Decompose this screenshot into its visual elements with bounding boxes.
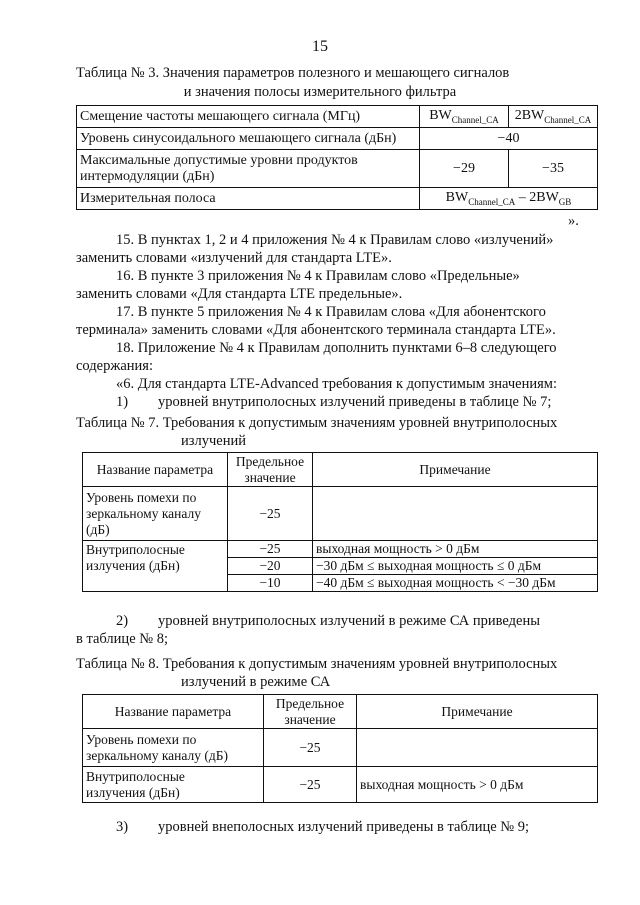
para-17-line1: 17. В пункте 5 приложения № 4 к Правилам слова «Для абонентского bbox=[116, 304, 546, 320]
item-1-number: 1) bbox=[116, 394, 129, 410]
closing-quote: ». bbox=[568, 213, 579, 229]
table-7 bbox=[82, 452, 598, 592]
table-cell: Внутриполосные излучения (дБн) bbox=[83, 767, 264, 803]
table-cell: $2BW_{Channel\_CA}$ bbox=[509, 106, 598, 128]
para-16-line1: 16. В пункте 3 приложения № 4 к Правилам слово «Предельные» bbox=[116, 268, 520, 284]
para-15-line1: 15. В пунктах 1, 2 и 4 приложения № 4 к Правилам слово «излучений» bbox=[116, 232, 554, 248]
table-cell: −35 bbox=[509, 150, 598, 188]
table-row bbox=[77, 188, 598, 210]
table-cell: Уровень синусоидального мешающего сигнала (дБн) bbox=[77, 128, 420, 150]
table-cell bbox=[313, 487, 598, 541]
para-18-line2: содержания: bbox=[76, 358, 154, 374]
table3-caption-line2: и значения полосы измерительного фильтра bbox=[183, 84, 457, 100]
table-header: Предельное значение bbox=[228, 453, 313, 487]
table-cell: Измерительная полоса bbox=[77, 188, 420, 210]
table-row bbox=[77, 128, 598, 150]
para-15-line2: заменить словами «излучений для стандарта LTE». bbox=[76, 250, 392, 266]
table-row bbox=[83, 767, 598, 803]
table-row bbox=[83, 729, 598, 767]
table7-caption-line1: Таблица № 7. Требования к допустимым значениям уровней внутриполосных bbox=[76, 415, 558, 431]
table-cell: −20 bbox=[228, 558, 313, 575]
table-header: Примечание bbox=[357, 695, 598, 729]
table-cell: $BW_{Channel\_CA} - 2BW_{GB}$ bbox=[420, 188, 598, 210]
table7-caption-line2: излучений bbox=[181, 433, 246, 449]
para-18-line1: 18. Приложение № 4 к Правилам дополнить пунктами 6–8 следующего bbox=[116, 340, 557, 356]
table-cell bbox=[357, 729, 598, 767]
item-2-number: 2) bbox=[116, 613, 129, 629]
table-cell: −10 bbox=[228, 575, 313, 592]
table-row bbox=[83, 695, 598, 729]
table-row bbox=[77, 106, 598, 128]
table-8 bbox=[82, 694, 598, 803]
table3-caption-line1: Таблица № 3. Значения параметров полезного и мешающего сигналов bbox=[76, 65, 510, 81]
table-cell: −30 дБм ≤ выходная мощность ≤ 0 дБм bbox=[313, 558, 598, 575]
table-cell: −25 bbox=[228, 487, 313, 541]
table-row bbox=[83, 487, 598, 541]
table-cell: −25 bbox=[264, 729, 357, 767]
table-cell: $BW_{Channel\_CA}$ bbox=[420, 106, 509, 128]
item-2-line2: в таблице № 8; bbox=[76, 631, 168, 647]
table-header: Название параметра bbox=[83, 453, 228, 487]
table8-caption-line1: Таблица № 8. Требования к допустимым значениям уровней внутриполосных bbox=[76, 656, 558, 672]
para-17-line2: терминала» заменить словами «Для абонентского терминала стандарта LTE». bbox=[76, 322, 556, 338]
item-3-text: уровней внеполосных излучений приведены в таблице № 9; bbox=[158, 819, 530, 835]
table8-caption-line2: излучений в режиме СА bbox=[181, 674, 331, 690]
table-cell: −40 дБм ≤ выходная мощность < −30 дБм bbox=[313, 575, 598, 592]
table-cell: Максимальные допустимые уровни продуктов интермодуляции (дБн) bbox=[77, 150, 420, 188]
page-number: 15 bbox=[312, 38, 328, 55]
table-header: Предельное значение bbox=[264, 695, 357, 729]
table-cell: Смещение частоты мешающего сигнала (МГц) bbox=[77, 106, 420, 128]
table-cell: Уровень помехи по зеркальному каналу (дБ) bbox=[83, 487, 228, 541]
table-row bbox=[83, 453, 598, 487]
table-cell: выходная мощность > 0 дБм bbox=[357, 767, 598, 803]
table-cell: −25 bbox=[264, 767, 357, 803]
para-6: «6. Для стандарта LTE-Advanced требования к допустимым значениям: bbox=[116, 376, 557, 392]
item-1-text: уровней внутриполосных излучений приведены в таблице № 7; bbox=[158, 394, 552, 410]
table-cell: Уровень помехи по зеркальному каналу (дБ) bbox=[83, 729, 264, 767]
table-cell: выходная мощность > 0 дБм bbox=[313, 541, 598, 558]
table-cell: −29 bbox=[420, 150, 509, 188]
para-16-line2: заменить словами «Для стандарта LTE предельные». bbox=[76, 286, 403, 302]
table-row bbox=[77, 150, 598, 188]
item-2-line1: уровней внутриполосных излучений в режиме СА приведены bbox=[158, 613, 540, 629]
table-header: Название параметра bbox=[83, 695, 264, 729]
table-3 bbox=[76, 105, 598, 210]
table-row bbox=[83, 541, 598, 558]
table-cell: Внутриполосные излучения (дБн) bbox=[83, 541, 228, 592]
table-cell: −40 bbox=[420, 128, 598, 150]
table-cell: −25 bbox=[228, 541, 313, 558]
table-header: Примечание bbox=[313, 453, 598, 487]
item-3-number: 3) bbox=[116, 819, 129, 835]
